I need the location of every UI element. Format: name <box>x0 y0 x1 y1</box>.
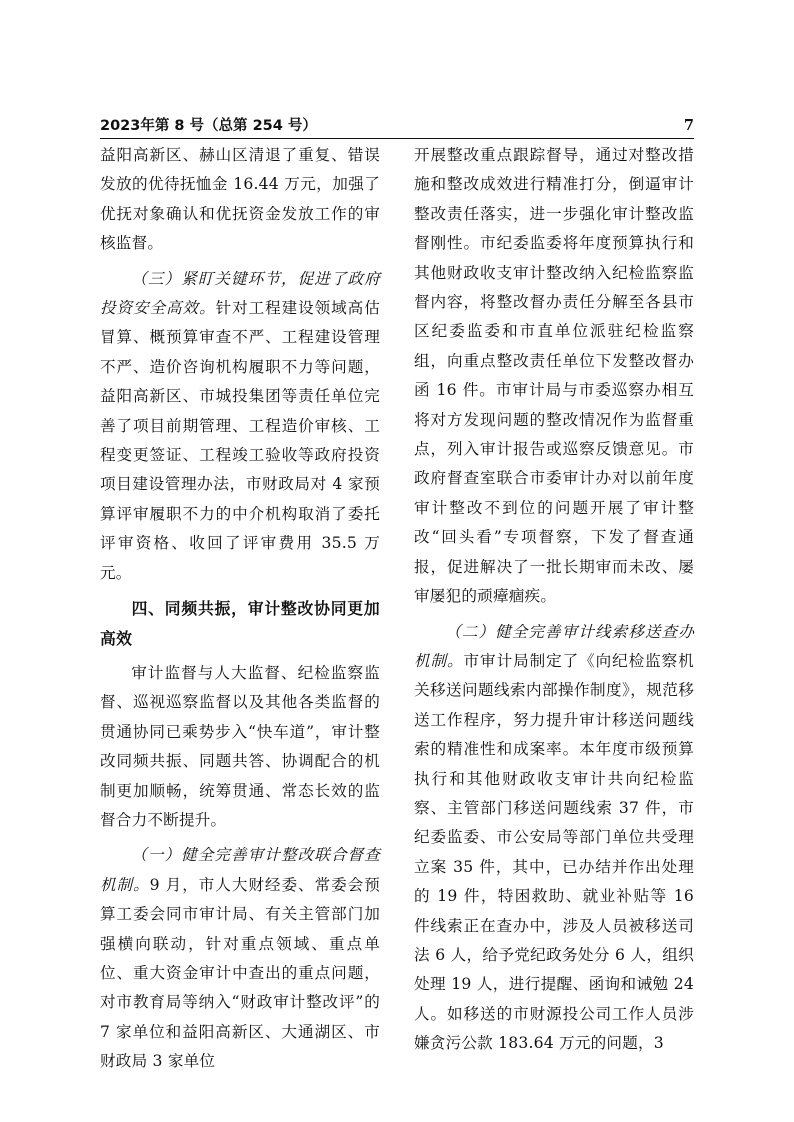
subheading-one: （一）健全完善审计整改联合督查机制。 <box>100 846 380 894</box>
left-column <box>100 141 380 1077</box>
subheading-three: （三）紧盯关键环节，促进了政府投资安全高效。 <box>100 269 380 318</box>
issue-label: 2023年第 8 号（总第 254 号） <box>100 118 317 134</box>
subheading-two: （二）健全完善审计线索移送查办机制。 <box>414 622 694 670</box>
page-number: 7 <box>683 117 694 134</box>
section-heading-four: 四、同频共振，审计整改协同更加高效 <box>100 599 380 648</box>
paragraph-clue-transfer <box>414 618 694 1059</box>
page-header <box>100 116 694 139</box>
paragraph-supervision-continued: 开展整改重点跟踪督导，通过对整改措施和整改成效进行精准打分，倒逼审计整改责任落实，进一步强化审计整改监督刚性。市纪委监委将年度预算执行和其他财政收支审计整改纳入纪检监察监督内容，将整改督办责任分解至各县市区纪委监委和市直单位派驻纪检监察组，向重点整改责任单位下发整改督办函 16 件。市审计局与市委巡察办相互将对方发现问题的整改情况作为监督重点，列入审计报告或巡察反馈意见。市政府督查室联合市委审计办对以前年度审计整改不到位的问题开展了审计整改“回头看”专项督察，下发了督查通报，促进解决了一批长期审而未改、屡审屡犯的顽瘴痼疾。 <box>414 146 694 606</box>
paragraph-joint-supervision-body: 9 月，市人大财经委、常委会预算工委会同市审计局、有关主管部门加强横向联动，针对重点领域、重点单位、重大资金审计中查出的重点问题，对市教育局等纳入“财政审计整改评”的 7 家单位和益阳高新区、大通湖区、市财政局 3 家单位 <box>100 875 380 1071</box>
right-column <box>414 141 694 1059</box>
paragraph-key-links <box>100 265 380 588</box>
paragraph-key-links-body: 针对工程建设领域高估冒算、概预算审查不严、工程建设管理不严、造价咨询机构履职不力等问题，益阳高新区、市城投集团等责任单位完善了项目前期管理、工程造价审核、工程变更签证、工程竣工验收等政府投资项目建设管理办法，市财政局对 4 家预算评审履职不力的中介机构取消了委托评审资格、收回了评审费用 35.5 万元。 <box>100 299 380 582</box>
paragraph-coordination: 审计监督与人大监督、纪检监察监督、巡视巡察监督以及其他各类监督的贯通协同已乘势步入“快车道”，审计整改同频共振、同题共答、协调配合的机制更加顺畅，统筹贯通、常态长效的监督合力不断提升。 <box>100 663 380 829</box>
paragraph-continued: 益阳高新区、赫山区清退了重复、错误发放的优待抚恤金 16.44 万元，加强了优抚对象确认和优抚资金发放工作的审核监督。 <box>100 146 380 253</box>
paragraph-clue-transfer-body: 市审计局制定了《向纪检监察机关移送问题线索内部操作制度》，规范移送工作程序，努力提升审计移送问题线索的精准性和成案率。本年度市级预算执行和其他财政收支审计共向纪检监察、主管部门移送问题线索 37 件，市纪委监委、市公安局等部门单位共受理立案 35 件，其中，已办结并作出处理的 19 件，特困救助、就业补贴等 16 件线索正在查办中，涉及人员被移送司法 6 人，给予党纪政务处分 6 人，组织处理 19 人，进行提醒、函询和诫勉 24 人。如移送的市财源投公司工作人员涉嫌贪污公款 183.64 万元的问题，3 <box>414 651 694 1053</box>
paragraph-joint-supervision <box>100 841 380 1076</box>
